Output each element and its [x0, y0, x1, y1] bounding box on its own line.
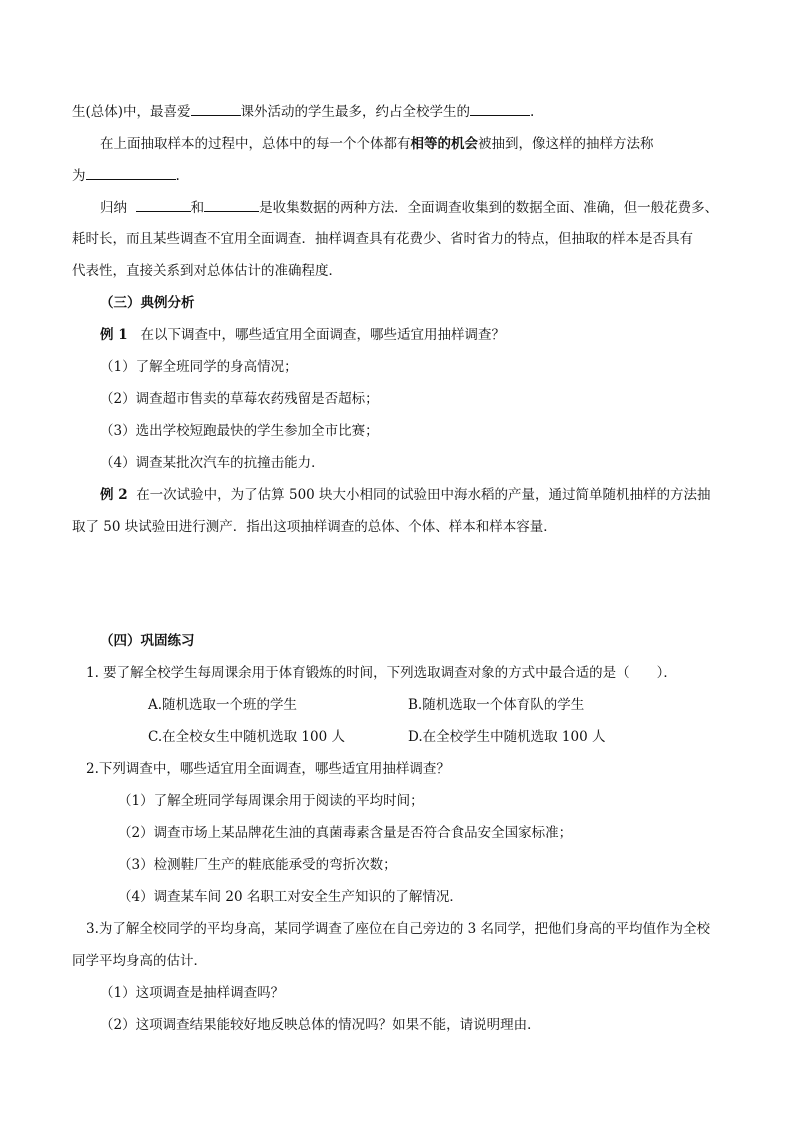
q1-option-a: A.随机选取一个班的学生 [148, 697, 298, 713]
question3-line1: 3.为了解全校同学的平均身高，某同学调查了座位在自己旁边的 3 名同学，把他们身高的平均值作为全校 [86, 921, 711, 937]
answer-blank[interactable] [86, 165, 176, 180]
question2: 2.下列调查中，哪些适宜用全面调查，哪些适宜用抽样调查？ [86, 761, 450, 777]
section3-heading: （三）典例分析 [100, 295, 195, 311]
answer-blank[interactable] [204, 197, 259, 212]
example1-item: （4）调查某批次汽车的抗撞击能力． [100, 455, 325, 471]
para1-text-2: 课外活动的学生最多，约占全校学生的 [240, 104, 471, 120]
para2-text-3: 为 [72, 168, 86, 184]
example2-text-1: 在一次试验中，为了估算 500 块大小相同的试验田中海水稻的产量，通过简单随机抽样的方法抽 [136, 487, 711, 503]
q2-item: （1）了解全班同学每周课余用于阅读的平均时间； [118, 793, 424, 809]
example1-item: （1）了解全班同学的身高情况； [100, 359, 298, 375]
summary-line3: 代表性，直接关系到对总体估计的准确程度． [72, 263, 342, 279]
example2-line1 [100, 485, 711, 505]
summary-text-1: 和 [190, 200, 205, 216]
para2-bold-text: 相等的机会 [410, 136, 478, 152]
para2-text-4: . [175, 168, 180, 184]
answer-blank[interactable] [191, 101, 241, 116]
section4-heading: （四）巩固练习 [100, 633, 195, 649]
q3-item: （1）这项调查是抽样调查吗？ [100, 985, 285, 1001]
example1-question [100, 325, 505, 345]
q2-item: （3）检测鞋厂生产的鞋底能承受的弯折次数； [118, 857, 397, 873]
para2-line1 [100, 134, 654, 154]
para1-text-3: . [530, 104, 535, 120]
answer-blank[interactable] [470, 101, 530, 116]
q1-option-c: C.在全校女生中随机选取 100 人 [148, 729, 345, 745]
example2-label: 例 2 [100, 487, 128, 503]
example2-line2: 取了 50 块试验田进行测产．指出这项抽样调查的总体、个体、样本和样本容量． [72, 519, 557, 535]
question1: 1. 要了解全校学生每周课余用于体育锻炼的时间，下列选取调查对象的方式中最合适的是（ ）． [86, 665, 677, 681]
q1-option-b: B.随机选取一个体育队的学生 [408, 697, 585, 713]
para2-text-1: 在上面抽取样本的过程中，总体中的每一个个体都有 [100, 136, 411, 152]
example1-text: 在以下调查中，哪些适宜用全面调查，哪些适宜用抽样调查？ [140, 327, 505, 343]
summary-line1 [100, 197, 718, 218]
example1-label: 例 1 [100, 327, 128, 343]
example1-item: （2）调查超市售卖的草莓农药残留是否超标； [100, 391, 379, 407]
para2-text-2: 被抽到，像这样的抽样方法称 [478, 136, 654, 152]
para2-line2 [72, 165, 180, 186]
summary-label: 归纳 [100, 200, 127, 216]
para1-line [72, 101, 534, 122]
q1-option-d: D.在全校学生中随机选取 100 人 [408, 729, 606, 745]
example1-item: （3）选出学校短跑最快的学生参加全市比赛； [100, 423, 379, 439]
para1-text-1: 生(总体)中，最喜爱 [72, 104, 191, 120]
question3-line2: 同学平均身高的估计． [72, 953, 207, 969]
summary-line2: 耗时长，而且某些调查不宜用全面调查．抽样调查具有花费少、省时省力的特点，但抽取的样本是否具有 [72, 231, 693, 247]
q2-item: （2）调查市场上某品牌花生油的真菌毒素含量是否符合食品安全国家标准； [118, 825, 573, 841]
answer-blank[interactable] [136, 197, 191, 212]
q3-item: （2）这项调查结果能较好地反映总体的情况吗？如果不能，请说明理由． [100, 1017, 541, 1033]
summary-text-2: 是收集数据的两种方法．全面调查收集到的数据全面、准确，但一般花费多、 [259, 200, 719, 216]
q2-item: （4）调查某车间 20 名职工对安全生产知识的了解情况． [118, 889, 463, 905]
